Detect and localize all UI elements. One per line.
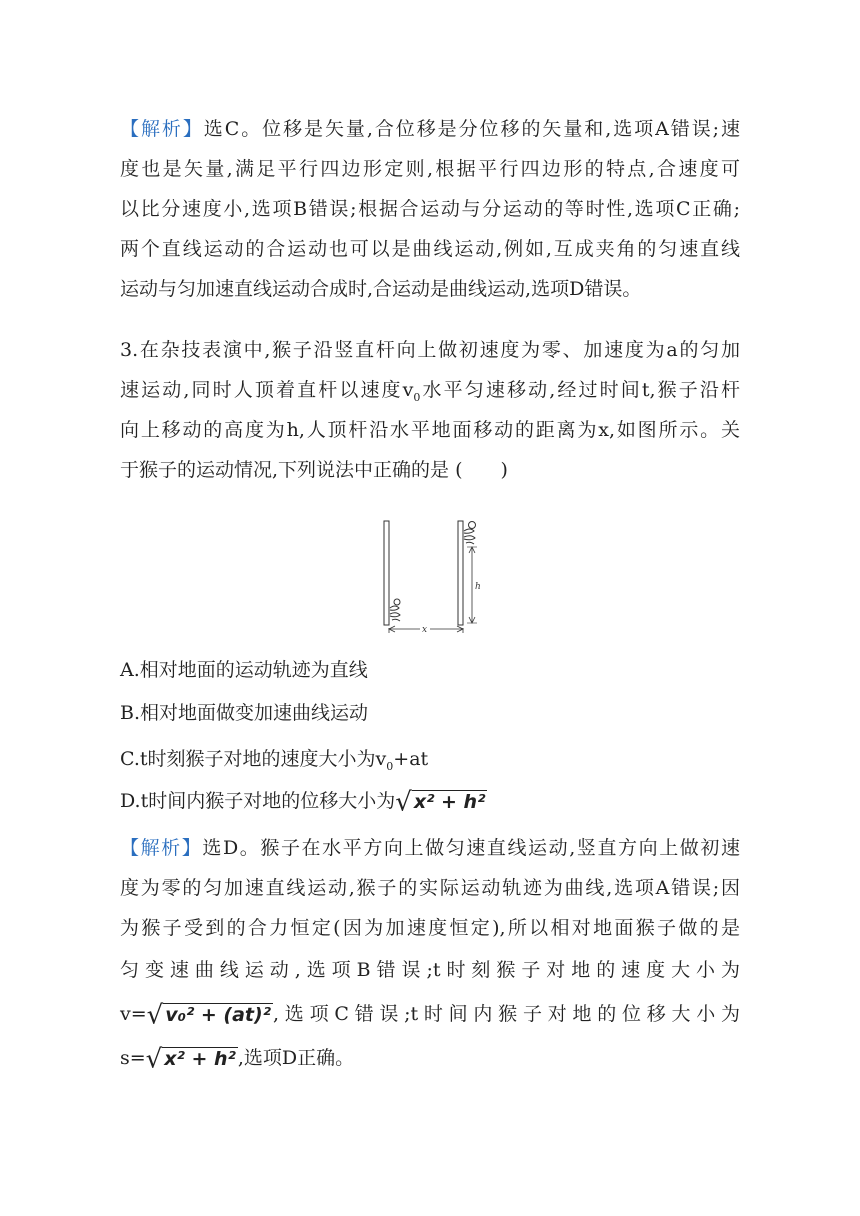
analysis-2-line: 匀变速曲线运动,选项B错误;t时刻猴子对地的速度大小为	[120, 959, 740, 981]
monkey-pole-figure	[376, 516, 496, 638]
option-a: A.相对地面的运动轨迹为直线	[120, 659, 368, 681]
analysis-2-line: v=√ v₀² + (at)² ,选项C错误;t时间内猴子对地的位移大小为	[120, 992, 740, 1036]
question-line: 向上移动的高度为h,人顶杆沿水平地面移动的距离为x,如图所示。关	[120, 419, 740, 441]
monkey-icon-top	[464, 522, 476, 545]
analysis-1-line: 运动与匀加速直线运动合成时,合运动是曲线运动,选项D错误。	[120, 278, 642, 300]
distance-label: x	[422, 625, 428, 635]
question-line: 速运动,同时人顶着直杆以速度$v_0$水平匀速移动,经过时间t,猴子沿杆	[120, 379, 741, 404]
analysis-tag: 【解析】	[120, 118, 204, 140]
left-pole	[384, 521, 389, 625]
analysis-1-line: 以比分速度小,选项B错误;根据合运动与分运动的等时性,选项C正确;	[120, 198, 740, 220]
option-c: C.t时刻猴子对地的速度大小为$v_0+at$	[120, 748, 429, 773]
analysis-1-line: 【解析】选C。位移是矢量,合位移是分位移的矢量和,选项A错误;速	[120, 118, 740, 140]
question-line: 3.在杂技表演中,猴子沿竖直杆向上做初速度为零、加速度为a的匀加	[120, 339, 740, 361]
analysis-2-line: s=√ x² + h² ,选项D正确。	[120, 1036, 740, 1080]
sqrt-formula: √ x² + h²	[145, 1044, 236, 1075]
analysis-1-line: 度也是矢量,满足平行四边形定则,根据平行四边形的特点,合速度可	[120, 158, 740, 180]
height-label: h	[475, 582, 481, 592]
analysis-1	[120, 109, 740, 309]
right-pole	[458, 521, 463, 625]
option-d: D.t时间内猴子对地的位移大小为√ x² + h²	[120, 787, 486, 818]
analysis-2-line: 度为零的匀加速直线运动,猴子的实际运动轨迹为曲线,选项A错误;因	[120, 877, 740, 899]
analysis-1-line: 两个直线运动的合运动也可以是曲线运动,例如,互成夹角的匀速直线	[120, 238, 740, 260]
question-3	[120, 330, 740, 490]
analysis-2-line: 为猴子受到的合力恒定(因为加速度恒定),所以相对地面猴子做的是	[120, 917, 740, 939]
sqrt-formula: √ v₀² + (at)²	[146, 1000, 272, 1031]
analysis-2	[120, 828, 740, 1080]
monkey-icon-bottom	[390, 599, 400, 621]
analysis-tag: 【解析】	[120, 837, 203, 859]
analysis-2-line: 【解析】选D。猴子在水平方向上做匀速直线运动,竖直方向上做初速	[120, 837, 740, 859]
sqrt-formula: √ x² + h²	[395, 787, 486, 818]
question-line: 于猴子的运动情况,下列说法中正确的是 ( )	[120, 459, 508, 481]
option-b: B.相对地面做变加速曲线运动	[120, 702, 369, 724]
